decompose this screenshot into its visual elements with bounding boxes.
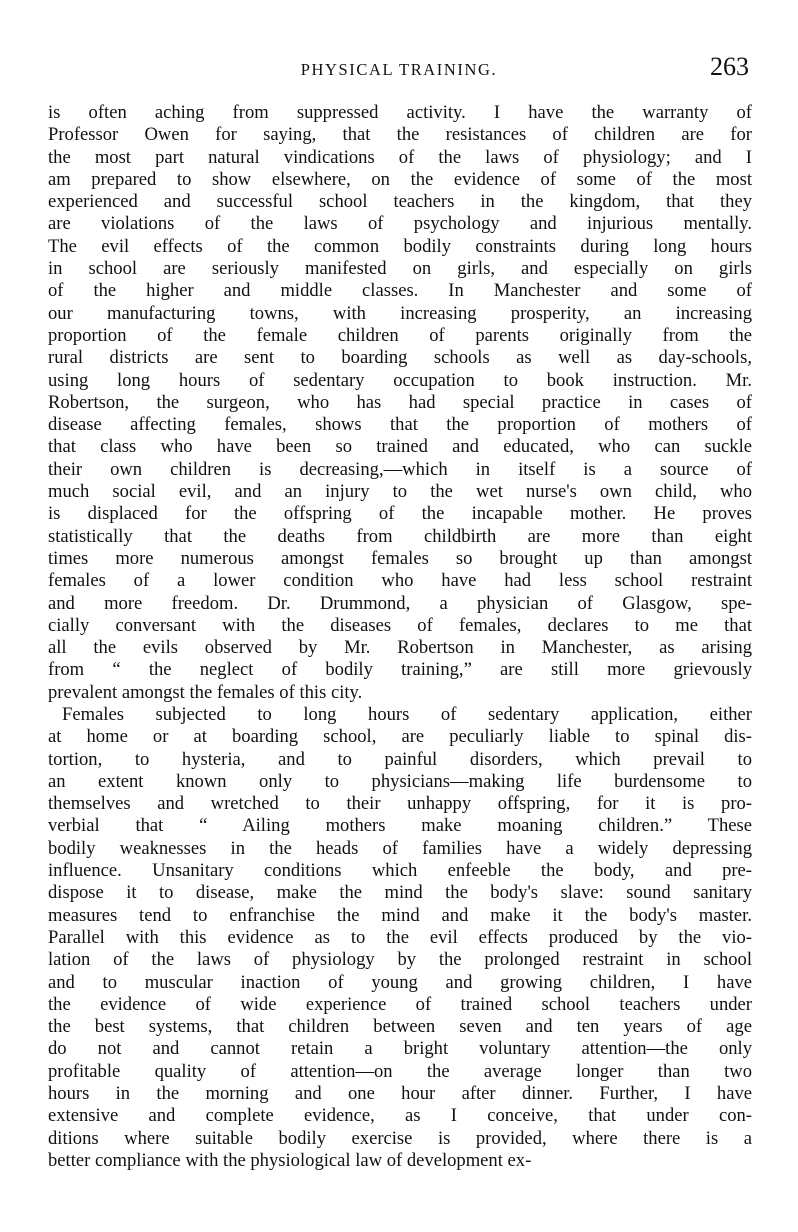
text-line: is displaced for the offspring of the incapable mother. He proves <box>48 503 752 525</box>
text-line: our manufacturing towns, with increasing prosperity, an increasing <box>48 302 752 324</box>
text-line: verbial that “ Ailing mothers make moaning children.” These <box>48 815 752 837</box>
text-line: of the higher and middle classes. In Manchester and some of <box>48 280 752 302</box>
running-head <box>49 54 749 84</box>
text-line: Females subjected to long hours of sedentary application, either <box>62 704 752 725</box>
text-line: prevalent amongst the females of this city. <box>48 681 363 703</box>
text-line: Robertson, the surgeon, who has had special practice in cases of <box>48 391 752 413</box>
text-line: all the evils observed by Mr. Robertson in Manchester, as arising <box>48 637 752 659</box>
text-line: measures tend to enfranchise the mind and make it the body's master. <box>48 904 752 926</box>
text-line: using long hours of sedentary occupation to book instruction. Mr. <box>48 369 752 391</box>
page-number: 263 <box>710 52 749 81</box>
text-line: the best systems, that children between seven and ten years of age <box>48 1016 752 1038</box>
text-line: in school are seriously manifested on girls, and especially on girls <box>48 258 752 280</box>
text-line: females of a lower condition who have had less school restraint <box>48 570 752 592</box>
text-line: at home or at boarding school, are peculiarly liable to spinal dis- <box>48 726 752 748</box>
text-line: am prepared to show elsewhere, on the evidence of some of the most <box>48 168 752 190</box>
text-line: dispose it to disease, make the mind the body's slave: sound sanitary <box>48 882 752 904</box>
text-line: extensive and complete evidence, as I conceive, that under con- <box>48 1105 752 1127</box>
text-line: the most part natural vindications of the laws of physiology; and I <box>48 146 752 168</box>
text-line: The evil effects of the common bodily constraints during long hours <box>48 235 752 257</box>
text-line: and to muscular inaction of young and growing children, I have <box>48 971 752 993</box>
text-line: ditions where suitable bodily exercise is provided, where there is a <box>48 1127 752 1149</box>
text-line: their own children is decreasing,—which in itself is a source of <box>48 458 752 480</box>
text-line: bodily weaknesses in the heads of families have a widely depressing <box>48 837 752 859</box>
body-paragraph <box>48 704 752 1172</box>
text-line: influence. Unsanitary conditions which enfeeble the body, and pre- <box>48 860 752 882</box>
text-line: statistically that the deaths from childbirth are more than eight <box>48 525 752 547</box>
text-line: do not and cannot retain a bright voluntary attention—the only <box>48 1038 752 1060</box>
text-line: and more freedom. Dr. Drummond, a physician of Glasgow, spe- <box>48 592 752 614</box>
text-line: from “ the neglect of bodily training,” are still more grievously <box>48 659 752 681</box>
text-line: much social evil, and an injury to the wet nurse's own child, who <box>48 481 752 503</box>
text-line: lation of the laws of physiology by the prolonged restraint in school <box>48 949 752 971</box>
body-paragraph <box>48 102 752 704</box>
text-line: are violations of the laws of psychology and injurious mentally. <box>48 213 752 235</box>
text-line: that class who have been so trained and educated, who can suckle <box>48 436 752 458</box>
text-line: times more numerous amongst females so brought up than amongst <box>48 547 752 569</box>
text-line: the evidence of wide experience of trained school teachers under <box>48 993 752 1015</box>
text-line: cially conversant with the diseases of females, declares to me that <box>48 614 752 636</box>
text-line: experienced and successful school teachers in the kingdom, that they <box>48 191 752 213</box>
text-line: better compliance with the physiological law of development ex- <box>48 1149 532 1171</box>
text-line: rural districts are sent to boarding schools as well as day-schools, <box>48 347 752 369</box>
text-line: is often aching from suppressed activity. I have the warranty of <box>48 102 752 123</box>
text-line: disease affecting females, shows that the proportion of mothers of <box>48 414 752 436</box>
running-head-title: PHYSICAL TRAINING. <box>300 60 498 79</box>
text-line: Parallel with this evidence as to the evil effects produced by the vio- <box>48 926 752 948</box>
text-line: hours in the morning and one hour after dinner. Further, I have <box>48 1083 752 1105</box>
text-line: themselves and wretched to their unhappy offspring, for it is pro- <box>48 793 752 815</box>
text-line: profitable quality of attention—on the average longer than two <box>48 1060 752 1082</box>
text-line: proportion of the female children of parents originally from the <box>48 324 752 346</box>
text-line: tortion, to hysteria, and to painful disorders, which prevail to <box>48 748 752 770</box>
text-line: Professor Owen for saying, that the resistances of children are for <box>48 124 752 146</box>
text-line: an extent known only to physicians—making life burdensome to <box>48 770 752 792</box>
